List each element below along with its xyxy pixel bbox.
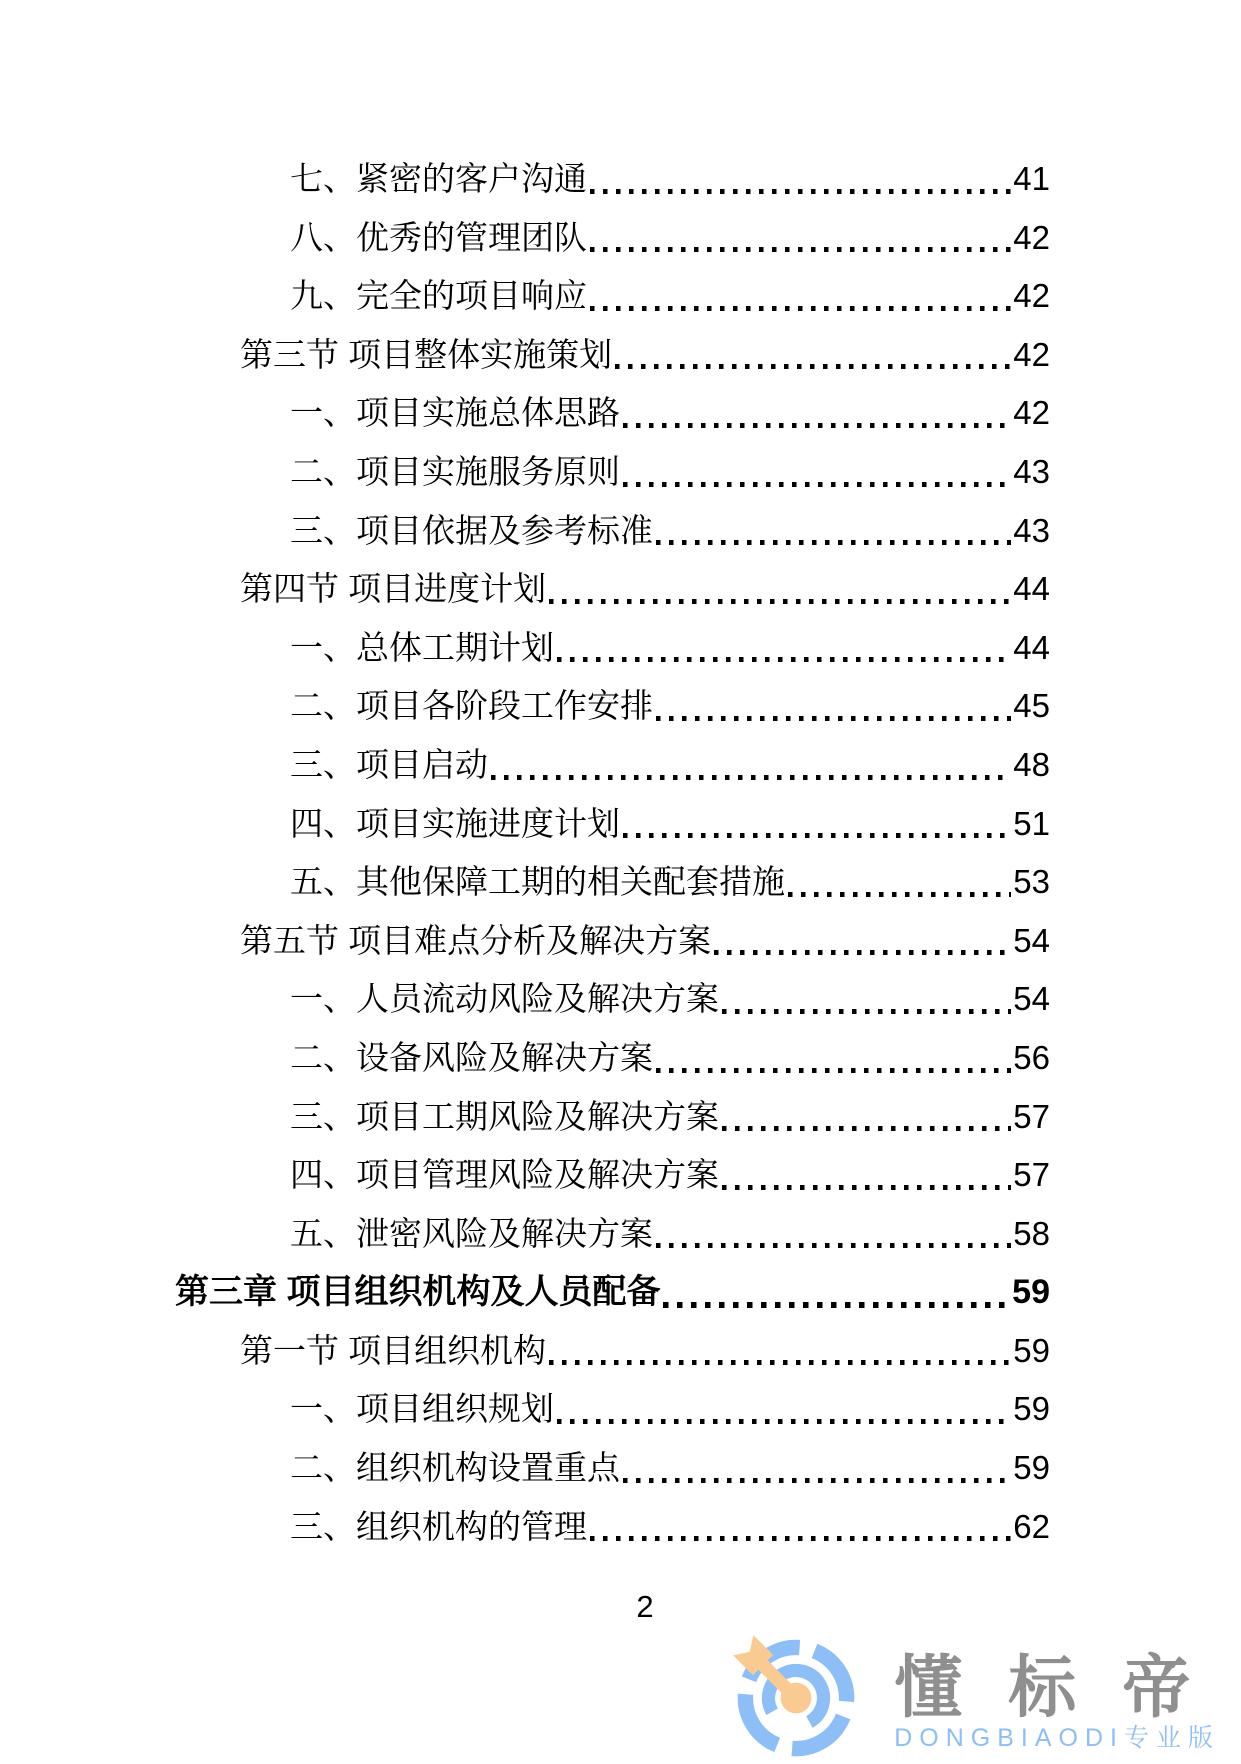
toc-entry-page-number: 42	[1013, 394, 1050, 432]
toc-leader-dots	[722, 1126, 1011, 1131]
toc-entry-page-number: 58	[1013, 1214, 1050, 1252]
toc-entry-label: 九、完全的项目响应	[290, 277, 587, 315]
toc-entry[interactable]	[175, 1088, 1050, 1147]
toc-entry-label: 一、人员流动风险及解决方案	[290, 980, 719, 1018]
toc-entry-label: 二、项目实施服务原则	[290, 452, 620, 490]
toc-entry[interactable]	[175, 209, 1050, 268]
toc-leader-dots	[590, 189, 1011, 194]
toc-entry[interactable]	[175, 1498, 1050, 1557]
toc-leader-dots	[656, 716, 1011, 721]
toc-entry-label: 第一节 项目组织机构	[240, 1331, 547, 1369]
toc-entry-page-number: 57	[1013, 1097, 1050, 1135]
toc-leader-dots	[722, 1185, 1011, 1190]
toc-entry-label: 五、泄密风险及解决方案	[290, 1214, 653, 1252]
toc-leader-dots	[788, 892, 1011, 897]
toc-entry-label: 二、组织机构设置重点	[290, 1449, 620, 1487]
toc-leader-dots	[656, 540, 1011, 545]
watermark-brand-name: 懂标帝	[894, 1650, 1237, 1726]
toc-leader-dots	[623, 1478, 1011, 1483]
toc-leader-dots	[549, 599, 1011, 604]
toc-entry-page-number: 53	[1013, 863, 1050, 901]
toc-entry-page-number: 42	[1013, 335, 1050, 373]
toc-leader-dots	[557, 657, 1011, 662]
toc-entry-page-number: 54	[1013, 921, 1050, 959]
toc-entry[interactable]	[175, 912, 1050, 971]
toc-entry-page-number: 45	[1013, 687, 1050, 725]
toc-entry-label: 三、组织机构的管理	[290, 1507, 587, 1545]
toc-entry-label: 八、优秀的管理团队	[290, 218, 587, 256]
toc-leader-dots	[615, 364, 1011, 369]
toc-entry-page-number: 57	[1013, 1156, 1050, 1194]
toc-leader-dots	[549, 1360, 1011, 1365]
toc-leader-dots	[656, 1068, 1011, 1073]
toc-entry[interactable]	[175, 677, 1050, 736]
toc-entry[interactable]	[175, 1029, 1050, 1088]
toc-leader-dots	[623, 423, 1011, 428]
watermark-text	[894, 1650, 1237, 1752]
toc-entry[interactable]	[175, 970, 1050, 1029]
page-number: 2	[636, 1589, 654, 1624]
toc-entry-page-number: 59	[1013, 1390, 1050, 1428]
toc-entry-label: 第四节 项目进度计划	[240, 570, 547, 608]
toc-entry[interactable]	[175, 619, 1050, 678]
watermark-brand-subtitle: DONGBIAODI专业版	[894, 1724, 1220, 1752]
toc-entry-page-number: 56	[1013, 1038, 1050, 1076]
toc-entry-label: 四、项目实施进度计划	[290, 804, 620, 842]
toc-leader-dots	[590, 306, 1011, 311]
toc-leader-dots	[714, 950, 1011, 955]
toc-leader-dots	[663, 1302, 1010, 1308]
toc-entry[interactable]	[175, 560, 1050, 619]
toc-entry-page-number: 44	[1013, 628, 1050, 666]
toc-entry-label: 三、项目工期风险及解决方案	[290, 1097, 719, 1135]
toc-entry-page-number: 43	[1013, 511, 1050, 549]
toc-entry[interactable]	[175, 502, 1050, 561]
toc-leader-dots	[722, 1009, 1011, 1014]
toc-leader-dots	[656, 1243, 1011, 1248]
toc-leader-dots	[590, 1536, 1011, 1541]
watermark-logo	[730, 1632, 1237, 1760]
toc-entry[interactable]	[175, 1146, 1050, 1205]
toc-entry-page-number: 43	[1013, 452, 1050, 490]
toc-entry[interactable]	[175, 384, 1050, 443]
toc-entry-label: 第三章 项目组织机构及人员配备	[175, 1273, 661, 1312]
toc-entry-label: 五、其他保障工期的相关配套措施	[290, 863, 785, 901]
toc-entry-page-number: 42	[1013, 277, 1050, 315]
toc-entry-page-number: 51	[1013, 804, 1050, 842]
toc-entry-label: 一、项目实施总体思路	[290, 394, 620, 432]
toc-entry[interactable]	[175, 150, 1050, 209]
table-of-contents	[175, 150, 1050, 1556]
toc-entry-label: 二、设备风险及解决方案	[290, 1038, 653, 1076]
toc-entry-page-number: 42	[1013, 218, 1050, 256]
toc-entry-label: 三、项目启动	[290, 745, 488, 783]
toc-entry-label: 第三节 项目整体实施策划	[240, 335, 613, 373]
target-arrow-icon	[730, 1632, 862, 1764]
toc-entry-page-number: 54	[1013, 980, 1050, 1018]
toc-entry[interactable]	[175, 1205, 1050, 1264]
toc-entry-page-number: 59	[1013, 1449, 1050, 1487]
toc-entry-label: 三、项目依据及参考标准	[290, 511, 653, 549]
toc-entry[interactable]	[175, 736, 1050, 795]
toc-entry-label: 一、总体工期计划	[290, 628, 554, 666]
toc-entry[interactable]	[175, 443, 1050, 502]
toc-entry-page-number: 44	[1013, 570, 1050, 608]
toc-entry[interactable]	[175, 1439, 1050, 1498]
toc-leader-dots	[623, 833, 1011, 838]
toc-entry-label: 一、项目组织规划	[290, 1390, 554, 1428]
toc-leader-dots	[590, 247, 1011, 252]
toc-entry[interactable]	[175, 795, 1050, 854]
toc-entry[interactable]	[175, 1322, 1050, 1381]
toc-entry-label: 第五节 项目难点分析及解决方案	[240, 921, 712, 959]
toc-entry-page-number: 48	[1013, 745, 1050, 783]
toc-entry-page-number: 59	[1013, 1331, 1050, 1369]
toc-entry-page-number: 41	[1013, 160, 1050, 197]
toc-entry[interactable]	[175, 853, 1050, 912]
toc-leader-dots	[557, 1419, 1011, 1424]
toc-leader-dots	[491, 775, 1011, 780]
toc-entry[interactable]	[175, 1263, 1050, 1322]
toc-entry-label: 四、项目管理风险及解决方案	[290, 1156, 719, 1194]
toc-entry-label: 二、项目各阶段工作安排	[290, 687, 653, 725]
toc-leader-dots	[623, 482, 1011, 487]
toc-entry-label: 七、紧密的客户沟通	[290, 160, 587, 197]
toc-entry[interactable]	[175, 326, 1050, 385]
toc-entry-page-number: 59	[1012, 1273, 1050, 1312]
toc-entry[interactable]	[175, 1380, 1050, 1439]
toc-entry-page-number: 62	[1013, 1507, 1050, 1545]
toc-entry[interactable]	[175, 267, 1050, 326]
